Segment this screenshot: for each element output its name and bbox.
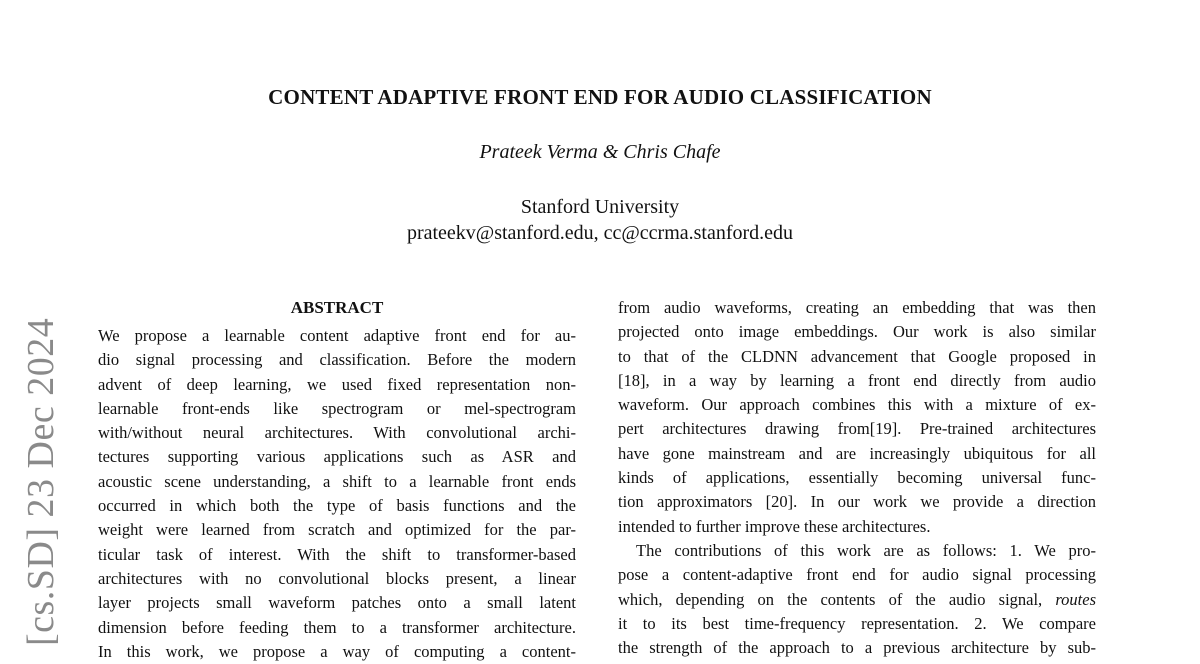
text-line (618, 320, 1096, 344)
text-segment: have gone mainstream and are increasingly ubiquitous for all (618, 443, 1096, 463)
text-segment: [18], in a way by learning a front end directly from audio (618, 370, 1096, 390)
affiliation: Stanford University (520, 196, 680, 218)
text-line (98, 518, 576, 542)
paper-authors: Prateek Verma & Chris Chafe (479, 141, 721, 163)
paper-title: CONTENT ADAPTIVE FRONT END FOR AUDIO CLASSIFICATION (268, 85, 932, 109)
text-segment: ticular task of interest. With the shift to transformer-based (98, 544, 576, 564)
text-line (98, 397, 576, 421)
text-segment: it to its best time-frequency representation. 2. We compare (618, 613, 1096, 633)
text-line (618, 490, 1096, 514)
text-segment: tion approximators [20]. In our work we provide a direction (618, 492, 1096, 512)
text-segment: with/without neural architectures. With convolutional archi- (98, 423, 576, 443)
text-line (98, 591, 576, 615)
text-line (98, 567, 576, 591)
text-segment: occurred in which both the type of basis functions and the (98, 496, 576, 516)
text-segment: advent of deep learning, we used fixed representation non- (98, 374, 576, 394)
text-segment: tectures supporting various applications such as ASR and (98, 447, 576, 467)
text-line (618, 515, 1096, 539)
text-segment: kinds of applications, essentially becoming universal func- (618, 468, 1096, 488)
text-line (618, 636, 1096, 660)
text-line (618, 612, 1096, 636)
text-line (618, 393, 1096, 417)
right-column (618, 296, 1096, 660)
text-line (98, 324, 576, 348)
text-line (98, 421, 576, 445)
text-line (618, 296, 1096, 320)
text-segment: the strength of the approach to a previous architecture by sub- (618, 638, 1096, 658)
text-segment: waveform. Our approach combines this with a mixture of ex- (618, 395, 1096, 415)
text-line (98, 543, 576, 567)
text-line (98, 494, 576, 518)
text-line (618, 417, 1096, 441)
text-line (618, 442, 1096, 466)
text-line (618, 466, 1096, 490)
text-segment: weight were learned from scratch and optimized for the par- (98, 520, 576, 540)
text-line (98, 616, 576, 640)
text-segment: acoustic scene understanding, a shift to a learnable front ends (98, 471, 576, 491)
left-column (98, 296, 576, 664)
text-line (98, 348, 576, 372)
right-column-body (618, 296, 1096, 660)
text-line (618, 369, 1096, 393)
text-line (98, 373, 576, 397)
text-segment: architectures with no convolutional blocks present, a linear (98, 568, 576, 588)
text-segment: learnable front-ends like spectrogram or mel-spectrogram (98, 398, 576, 418)
text-segment: dio signal processing and classification. Before the modern (98, 350, 576, 370)
text-line (98, 470, 576, 494)
text-segment: pert architectures drawing from[19]. Pre-trained architectures (618, 419, 1096, 439)
text-segment: In this work, we propose a way of computing a content- (98, 641, 576, 661)
text-segment: layer projects small waveform patches onto a small latent (98, 593, 576, 613)
text-line (618, 539, 1096, 563)
author-emails: prateekv@stanford.edu, cc@ccrma.stanford.edu (406, 222, 794, 244)
text-segment: which, depending on the contents of the audio signal, (618, 589, 1056, 609)
text-line (98, 640, 576, 664)
text-line (98, 445, 576, 469)
abstract-heading: ABSTRACT (290, 298, 384, 317)
text-segment: from audio waveforms, creating an embedding that was then (618, 298, 1096, 317)
text-segment: We propose a learnable content adaptive front end for au- (98, 326, 576, 345)
text-segment: dimension before feeding them to a transformer architecture. (98, 617, 576, 637)
italic-text: routes (1055, 589, 1096, 609)
text-segment: projected onto image embeddings. Our work is also similar (618, 322, 1096, 342)
abstract-body (98, 324, 576, 664)
arxiv-stamp: [cs.SD] 23 Dec 2024 (20, 317, 62, 646)
text-line (618, 345, 1096, 369)
text-line (618, 563, 1096, 587)
text-segment: pose a content-adaptive front end for audio signal processing (618, 565, 1096, 585)
text-segment: to that of the CLDNN advancement that Google proposed in (618, 346, 1096, 366)
text-segment: The contributions of this work are as follows: 1. We pro- (636, 540, 1096, 560)
text-segment: intended to further improve these architectures. (618, 516, 931, 536)
text-line (618, 588, 1096, 612)
